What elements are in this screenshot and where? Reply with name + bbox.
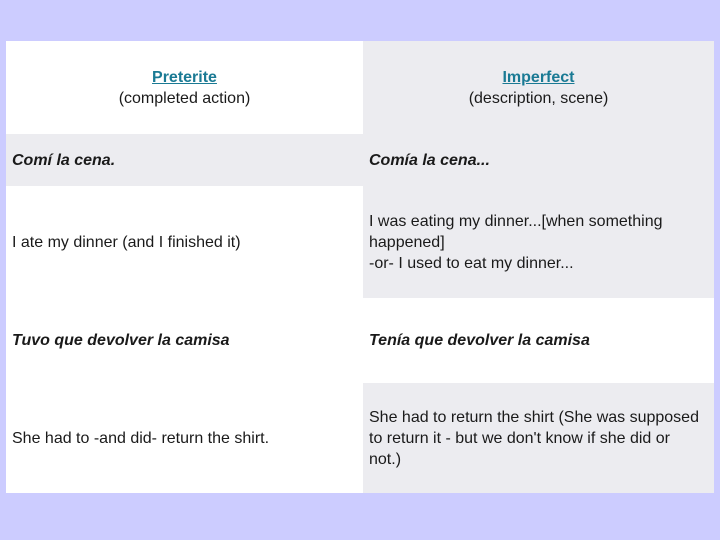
row-3-preterite-cell	[6, 298, 363, 383]
preterite-header-cell	[6, 41, 363, 134]
row-4-preterite-cell	[6, 383, 363, 493]
row-2-preterite-cell	[6, 186, 363, 298]
row-1-imperfect-cell	[363, 134, 714, 186]
row-4-imperfect-text: She had to return the shirt (She was supposed to return it - but we don't know if she did or not.)	[369, 408, 699, 468]
row-1-preterite-cell	[6, 134, 363, 186]
preterite-subtitle: (completed action)	[118, 89, 251, 107]
imperfect-title-link[interactable]: Imperfect	[502, 68, 575, 86]
row-4-preterite-text: She had to -and did- return the shirt.	[12, 429, 270, 447]
row-2-preterite-text: I ate my dinner (and I finished it)	[12, 233, 241, 251]
imperfect-subtitle: (description, scene)	[468, 89, 609, 107]
row-3-preterite-text: Tuvo que devolver la camisa	[12, 332, 230, 349]
row-3-imperfect-cell	[363, 298, 714, 383]
row-2-imperfect-text-alt: -or- I used to eat my dinner...	[369, 254, 574, 272]
row-2-imperfect-cell	[363, 186, 714, 298]
row-1-imperfect-text: Comía la cena...	[369, 151, 490, 169]
row-3-imperfect-text: Tenía que devolver la camisa	[369, 332, 590, 349]
row-4-imperfect-cell	[363, 383, 714, 493]
row-2-imperfect-text: I was eating my dinner...[when something happened]	[369, 212, 663, 251]
imperfect-header-cell	[363, 41, 714, 134]
preterite-title-link[interactable]: Preterite	[152, 68, 217, 86]
row-1-preterite-text: Comí la cena.	[12, 151, 116, 169]
grammar-comparison-table	[6, 41, 714, 493]
